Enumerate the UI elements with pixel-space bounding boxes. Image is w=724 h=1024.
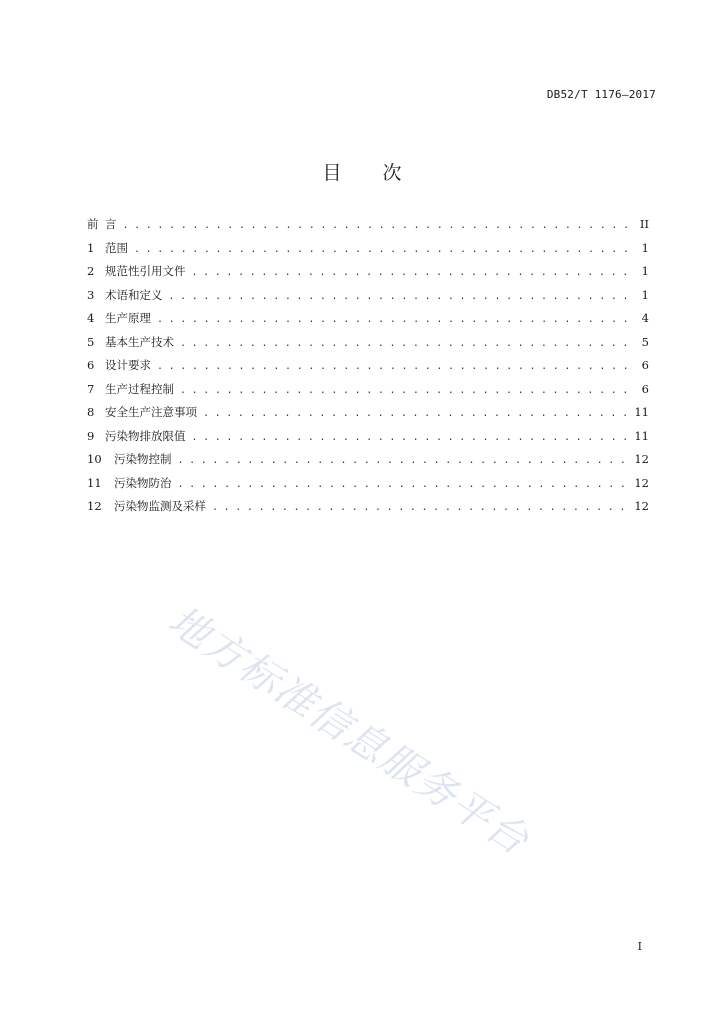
watermark: 地方标准信息服务平台 bbox=[160, 597, 538, 865]
dot-leader bbox=[203, 408, 628, 419]
toc-entry-8[interactable] bbox=[87, 404, 649, 428]
toc-entry-5[interactable] bbox=[87, 334, 649, 358]
toc-entry-label: 范围 bbox=[105, 240, 128, 255]
toc-entry-label: 生产过程控制 bbox=[105, 381, 174, 396]
title-char-2: 次 bbox=[382, 162, 402, 184]
toc-entry-label: 设计要求 bbox=[105, 358, 151, 372]
toc-entry-label: 术语和定义 bbox=[105, 287, 163, 302]
toc-entry-page: 1 bbox=[641, 287, 649, 302]
toc-entry-page: 12 bbox=[634, 475, 649, 490]
toc-entry-label: 污染物控制 bbox=[114, 452, 172, 466]
toc-entry-page: 4 bbox=[641, 311, 649, 325]
toc-entry-label: 安全生产注意事项 bbox=[105, 405, 197, 419]
toc-entry-page: 1 bbox=[641, 264, 649, 278]
toc-entry-number: 6 bbox=[87, 358, 95, 372]
toc-entry-number: 3 bbox=[87, 287, 95, 302]
toc-entry-label: 污染物监测及采样 bbox=[114, 499, 206, 513]
toc-entry-label: 生产原理 bbox=[105, 311, 151, 325]
toc-entry-page: 1 bbox=[641, 240, 649, 255]
toc-entry-10[interactable] bbox=[87, 451, 649, 475]
dot-leader bbox=[157, 314, 631, 325]
dot-leader bbox=[192, 267, 632, 278]
toc-entry-number: 9 bbox=[87, 428, 95, 443]
dot-leader bbox=[192, 432, 629, 443]
standard-code: DB52/T 1176—2017 bbox=[546, 88, 656, 101]
toc-entry-number: 7 bbox=[87, 381, 95, 396]
toc-entry-4[interactable] bbox=[87, 310, 649, 334]
toc-entry-number: 前 bbox=[87, 217, 99, 231]
toc-entry-label: 基本生产技术 bbox=[105, 334, 174, 349]
toc-entry-7[interactable] bbox=[87, 381, 649, 405]
toc-entry-1[interactable] bbox=[87, 240, 649, 264]
toc-entry-2[interactable] bbox=[87, 263, 649, 287]
toc-entry-page: 6 bbox=[641, 358, 649, 372]
toc-entry-label: 污染物防治 bbox=[114, 475, 172, 490]
dot-leader bbox=[123, 220, 632, 231]
toc-entry-foreword[interactable] bbox=[87, 216, 649, 240]
dot-leader bbox=[212, 502, 628, 513]
toc-entry-3[interactable] bbox=[87, 287, 649, 311]
page-number: I bbox=[637, 940, 642, 953]
dot-leader bbox=[180, 385, 631, 396]
toc-entry-number: 1 bbox=[87, 240, 95, 255]
toc-entry-9[interactable] bbox=[87, 428, 649, 452]
toc-entry-page: 11 bbox=[634, 428, 649, 443]
toc-entry-label: 规范性引用文件 bbox=[105, 264, 186, 278]
title-char-1: 目 bbox=[322, 162, 342, 184]
toc-entry-label: 污染物排放限值 bbox=[105, 428, 186, 443]
toc-entry-number: 8 bbox=[87, 405, 95, 419]
toc-entry-number: 12 bbox=[87, 499, 102, 513]
toc-entry-number: 10 bbox=[87, 452, 102, 466]
toc-entry-12[interactable] bbox=[87, 498, 649, 522]
toc-entry-11[interactable] bbox=[87, 475, 649, 499]
dot-leader bbox=[157, 361, 631, 372]
toc-entry-page: 5 bbox=[641, 334, 649, 349]
toc-entry-page: 12 bbox=[634, 452, 649, 466]
toc-entry-number: 4 bbox=[87, 311, 95, 325]
toc-entry-number: 5 bbox=[87, 334, 95, 349]
dot-leader bbox=[180, 338, 631, 349]
table-of-contents bbox=[87, 216, 649, 522]
toc-entry-page: 12 bbox=[634, 499, 649, 513]
dot-leader bbox=[178, 479, 629, 490]
toc-entry-page: 11 bbox=[634, 405, 649, 419]
dot-leader bbox=[134, 244, 631, 255]
dot-leader bbox=[178, 455, 629, 466]
dot-leader bbox=[169, 291, 632, 302]
toc-entry-6[interactable] bbox=[87, 357, 649, 381]
toc-entry-number: 11 bbox=[87, 475, 102, 490]
toc-entry-page: II bbox=[639, 217, 649, 231]
toc-entry-page: 6 bbox=[641, 381, 649, 396]
toc-entry-label: 言 bbox=[105, 217, 117, 231]
page-title bbox=[0, 158, 724, 185]
toc-entry-number: 2 bbox=[87, 264, 95, 278]
